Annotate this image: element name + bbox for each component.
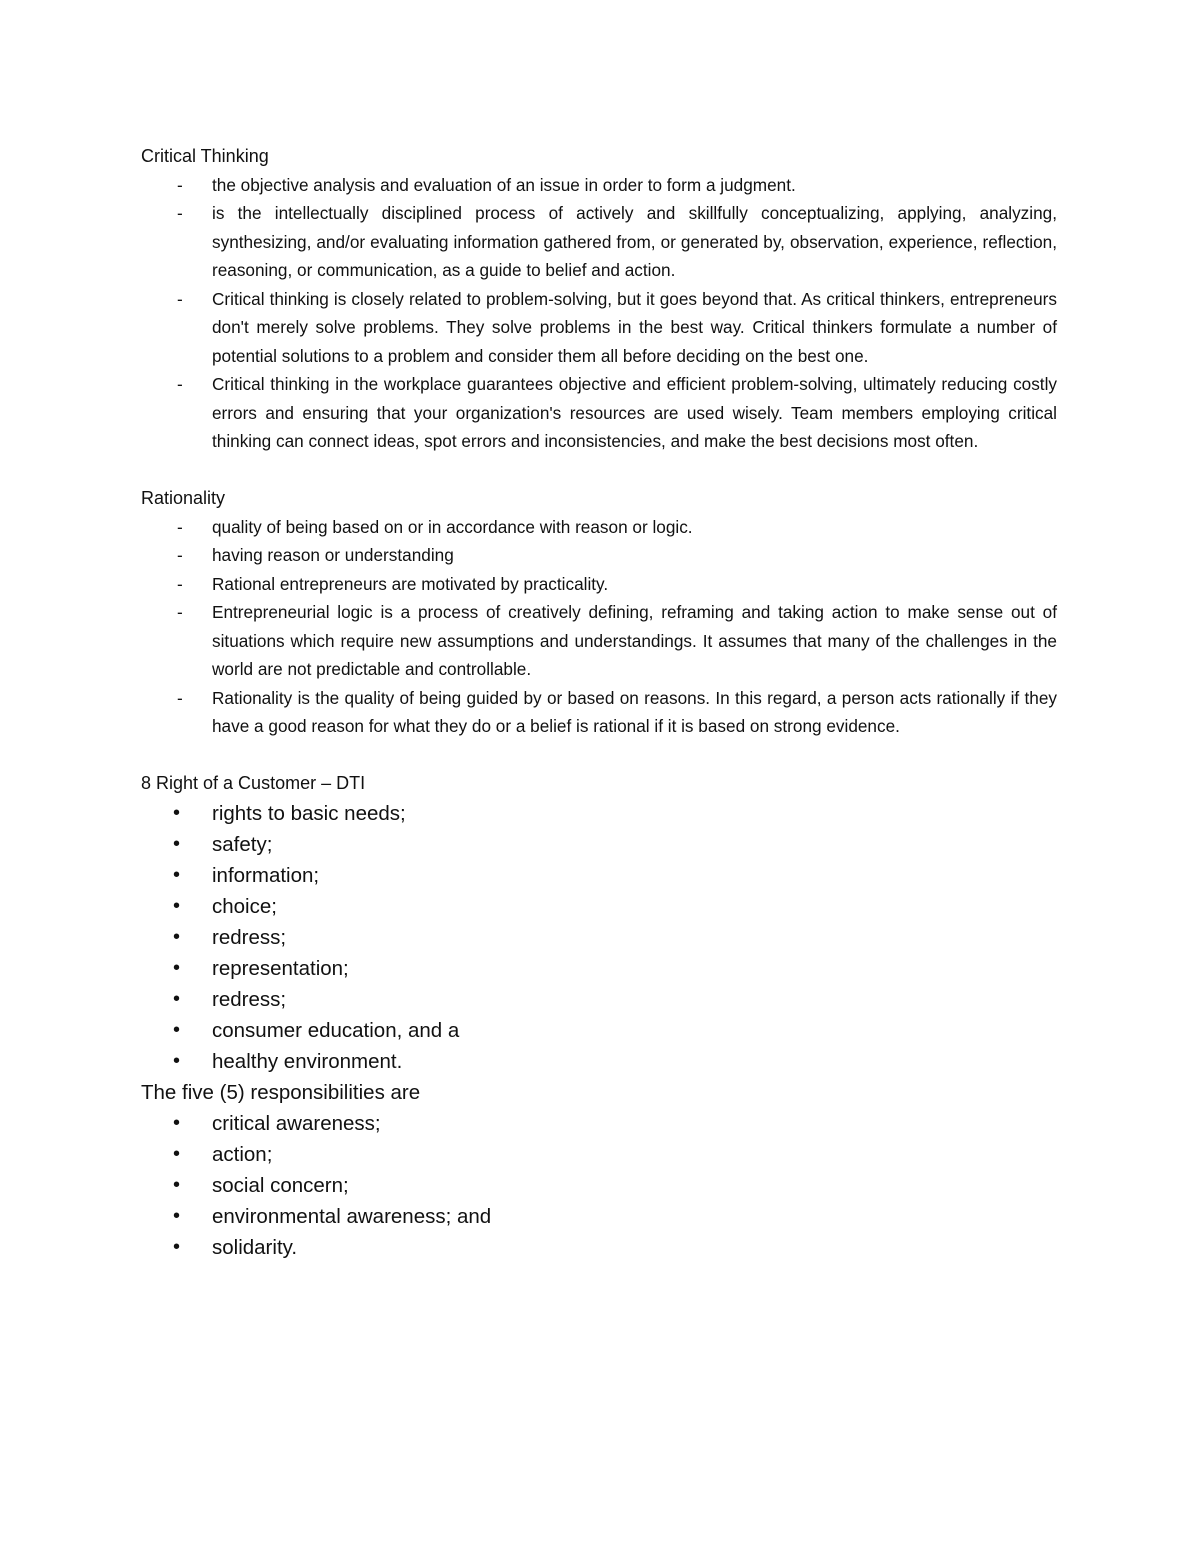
- dash-marker: -: [177, 573, 183, 594]
- dash-marker: -: [177, 687, 183, 708]
- list-item-text: rights to basic needs;: [212, 801, 406, 825]
- list-item: [141, 1139, 1057, 1170]
- bullet-marker: •: [173, 1204, 181, 1227]
- document-content: [141, 142, 1057, 1263]
- bullet-marker: •: [173, 956, 181, 979]
- list-item: [141, 953, 1057, 984]
- list-item-text: Rational entrepreneurs are motivated by practicality.: [212, 573, 609, 594]
- bullet-marker: •: [173, 1235, 181, 1258]
- section-spacer: [141, 456, 1057, 485]
- list-item-text: social concern;: [212, 1173, 349, 1197]
- list-item: [141, 922, 1057, 953]
- list-item-text: Critical thinking is closely related to problem-solving, but it goes beyond that. As critical thinkers, entrepreneurs don't merely solve problems. They solve problems in the best way. Critical thinkers formulate a number of potential solutions to a problem and consider them all before deciding on the best one.: [212, 288, 1057, 366]
- list-item-text: is the intellectually disciplined process of actively and skillfully conceptualizing, applying, analyzing, synthesizing, and/or evaluating information gathered from, or generated by, observation, experience, reflection, reasoning, or communication, as a guide to belief and action.: [212, 203, 1057, 280]
- list-item-text: representation;: [212, 956, 349, 980]
- list-item: [141, 598, 1057, 684]
- list-item: [141, 798, 1057, 829]
- dash-marker: -: [177, 174, 183, 195]
- bullet-marker: •: [173, 987, 181, 1010]
- list-item-text: environmental awareness; and: [212, 1204, 492, 1228]
- section-spacer: [141, 741, 1057, 770]
- dash-marker: -: [177, 374, 183, 394]
- customer-rights-list: [141, 798, 1057, 1077]
- list-item-text: having reason or understanding: [212, 545, 454, 565]
- bullet-marker: •: [173, 925, 181, 948]
- dash-marker: -: [177, 545, 183, 565]
- bullet-marker: •: [173, 1142, 181, 1165]
- list-item: [141, 1046, 1057, 1077]
- rationality-heading: Rationality: [141, 488, 226, 508]
- list-item-text: choice;: [212, 894, 277, 918]
- list-item-text: consumer education, and a: [212, 1018, 460, 1042]
- list-item-text: action;: [212, 1142, 273, 1166]
- list-item-text: Critical thinking in the workplace guarantees objective and efficient problem-solving, ultimately reducing costly errors and ensuring that your organization's resources are used wisely. Team members employing critical thinking can connect ideas, spot errors and inconsistencies, and make the best decisions most often.: [212, 374, 1057, 451]
- bullet-marker: •: [173, 1049, 181, 1072]
- customer-rights-heading: 8 Right of a Customer – DTI: [141, 773, 366, 793]
- bullet-marker: •: [173, 1111, 181, 1134]
- list-item-text: the objective analysis and evaluation of an issue in order to form a judgment.: [212, 174, 796, 195]
- dash-marker: -: [177, 203, 183, 223]
- list-item-text: healthy environment.: [212, 1049, 403, 1073]
- dash-marker: -: [177, 516, 183, 537]
- list-item: [141, 1201, 1057, 1232]
- list-item: [141, 513, 1057, 542]
- list-item-text: redress;: [212, 987, 287, 1011]
- list-item-text: safety;: [212, 832, 273, 856]
- dash-marker: -: [177, 602, 183, 622]
- list-item: [141, 984, 1057, 1015]
- bullet-marker: •: [173, 1018, 181, 1041]
- list-item: [141, 1015, 1057, 1046]
- list-item: [141, 860, 1057, 891]
- bullet-marker: •: [173, 832, 181, 855]
- list-item: [141, 1108, 1057, 1139]
- list-item-text: critical awareness;: [212, 1111, 381, 1135]
- list-item-text: Entrepreneurial logic is a process of creatively defining, reframing and taking action to make sense out of situations which require new assumptions and understandings. It assumes that many of the challenges in the world are not predictable and controllable.: [212, 602, 1057, 679]
- critical-thinking-list: [141, 171, 1057, 456]
- bullet-marker: •: [173, 894, 181, 917]
- bullet-marker: •: [173, 1173, 181, 1196]
- list-item-text: quality of being based on or in accordance with reason or logic.: [212, 516, 693, 537]
- responsibilities-heading: The five (5) responsibilities are: [141, 1080, 421, 1104]
- list-item: [141, 1170, 1057, 1201]
- bullet-marker: •: [173, 801, 181, 824]
- list-item: [141, 1232, 1057, 1263]
- list-item: [141, 570, 1057, 599]
- responsibilities-list: [141, 1108, 1057, 1263]
- list-item-text: redress;: [212, 925, 287, 949]
- rationality-list: [141, 513, 1057, 741]
- dash-marker: -: [177, 288, 183, 309]
- list-item: [141, 891, 1057, 922]
- critical-thinking-heading: Critical Thinking: [141, 146, 269, 166]
- list-item-text: information;: [212, 863, 320, 887]
- list-item: [141, 684, 1057, 741]
- list-item: [141, 171, 1057, 200]
- list-item: [141, 199, 1057, 285]
- list-item-text: Rationality is the quality of being guided by or based on reasons. In this regard, a person acts rationally if they have a good reason for what they do or a belief is rational if it is based on strong evidence.: [212, 687, 1057, 736]
- list-item: [141, 370, 1057, 456]
- list-item: [141, 285, 1057, 371]
- list-item: [141, 829, 1057, 860]
- list-item: [141, 541, 1057, 570]
- bullet-marker: •: [173, 863, 181, 886]
- list-item-text: solidarity.: [212, 1235, 298, 1259]
